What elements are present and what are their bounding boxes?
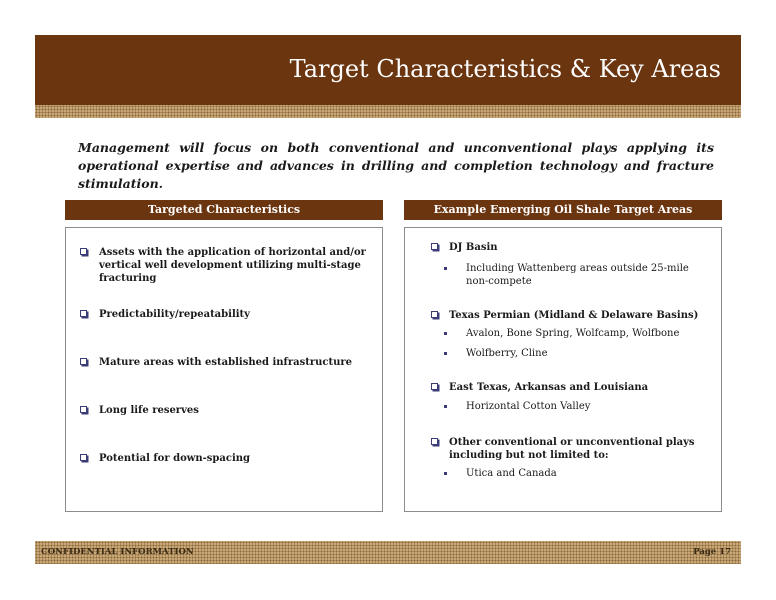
checkbox-bullet-icon [80,406,87,413]
checkbox-bullet-icon [431,438,438,445]
target-area-group: Texas Permian (Midland & Delaware Basins) [431,309,711,322]
target-area-group: Other conventional or unconventional plays including but not limited to: [431,436,711,462]
checkbox-bullet-icon [431,311,438,318]
checkbox-bullet-icon [431,243,438,250]
square-bullet-icon [444,352,447,355]
footer-bar [35,541,741,564]
page-number: Page 17 [693,547,731,557]
checkbox-bullet-icon [80,358,87,365]
square-bullet-icon [444,472,447,475]
checkbox-bullet-icon [431,383,438,390]
checkbox-bullet-icon [80,310,87,317]
list-item: Long life reserves [80,404,370,417]
intro-paragraph: Management will focus on both conventional and unconventional plays applying its operational expertise and advances in drilling and completion technology and fracture stimulation. [78,140,714,191]
list-item: Mature areas with established infrastructure [80,356,370,369]
decorative-pattern-strip [35,105,741,118]
list-item: Assets with the application of horizontal and/or vertical well development utilizing multi-stage fracturing [80,246,370,285]
target-area-sub-item: Avalon, Bone Spring, Wolfcamp, Wolfbone [431,327,711,340]
checkbox-bullet-icon [80,248,87,255]
target-area-sub-item: Horizontal Cotton Valley [431,400,711,413]
checkbox-bullet-icon [80,454,87,461]
list-item: Potential for down-spacing [80,452,370,465]
square-bullet-icon [444,332,447,335]
confidential-label: CONFIDENTIAL INFORMATION [41,547,194,557]
target-area-group: DJ Basin [431,241,711,254]
right-column-header: Example Emerging Oil Shale Target Areas [404,200,722,220]
target-area-sub-item: Wolfberry, Cline [431,347,711,360]
page-title: Target Characteristics & Key Areas [289,55,721,83]
square-bullet-icon [444,405,447,408]
square-bullet-icon [444,267,447,270]
target-area-sub-item: Utica and Canada [431,467,711,480]
title-banner [35,35,741,105]
list-item: Predictability/repeatability [80,308,370,321]
target-area-sub-item: Including Wattenberg areas outside 25-mile non-compete [431,262,711,288]
left-column-header: Targeted Characteristics [65,200,383,220]
target-area-group: East Texas, Arkansas and Louisiana [431,381,711,394]
